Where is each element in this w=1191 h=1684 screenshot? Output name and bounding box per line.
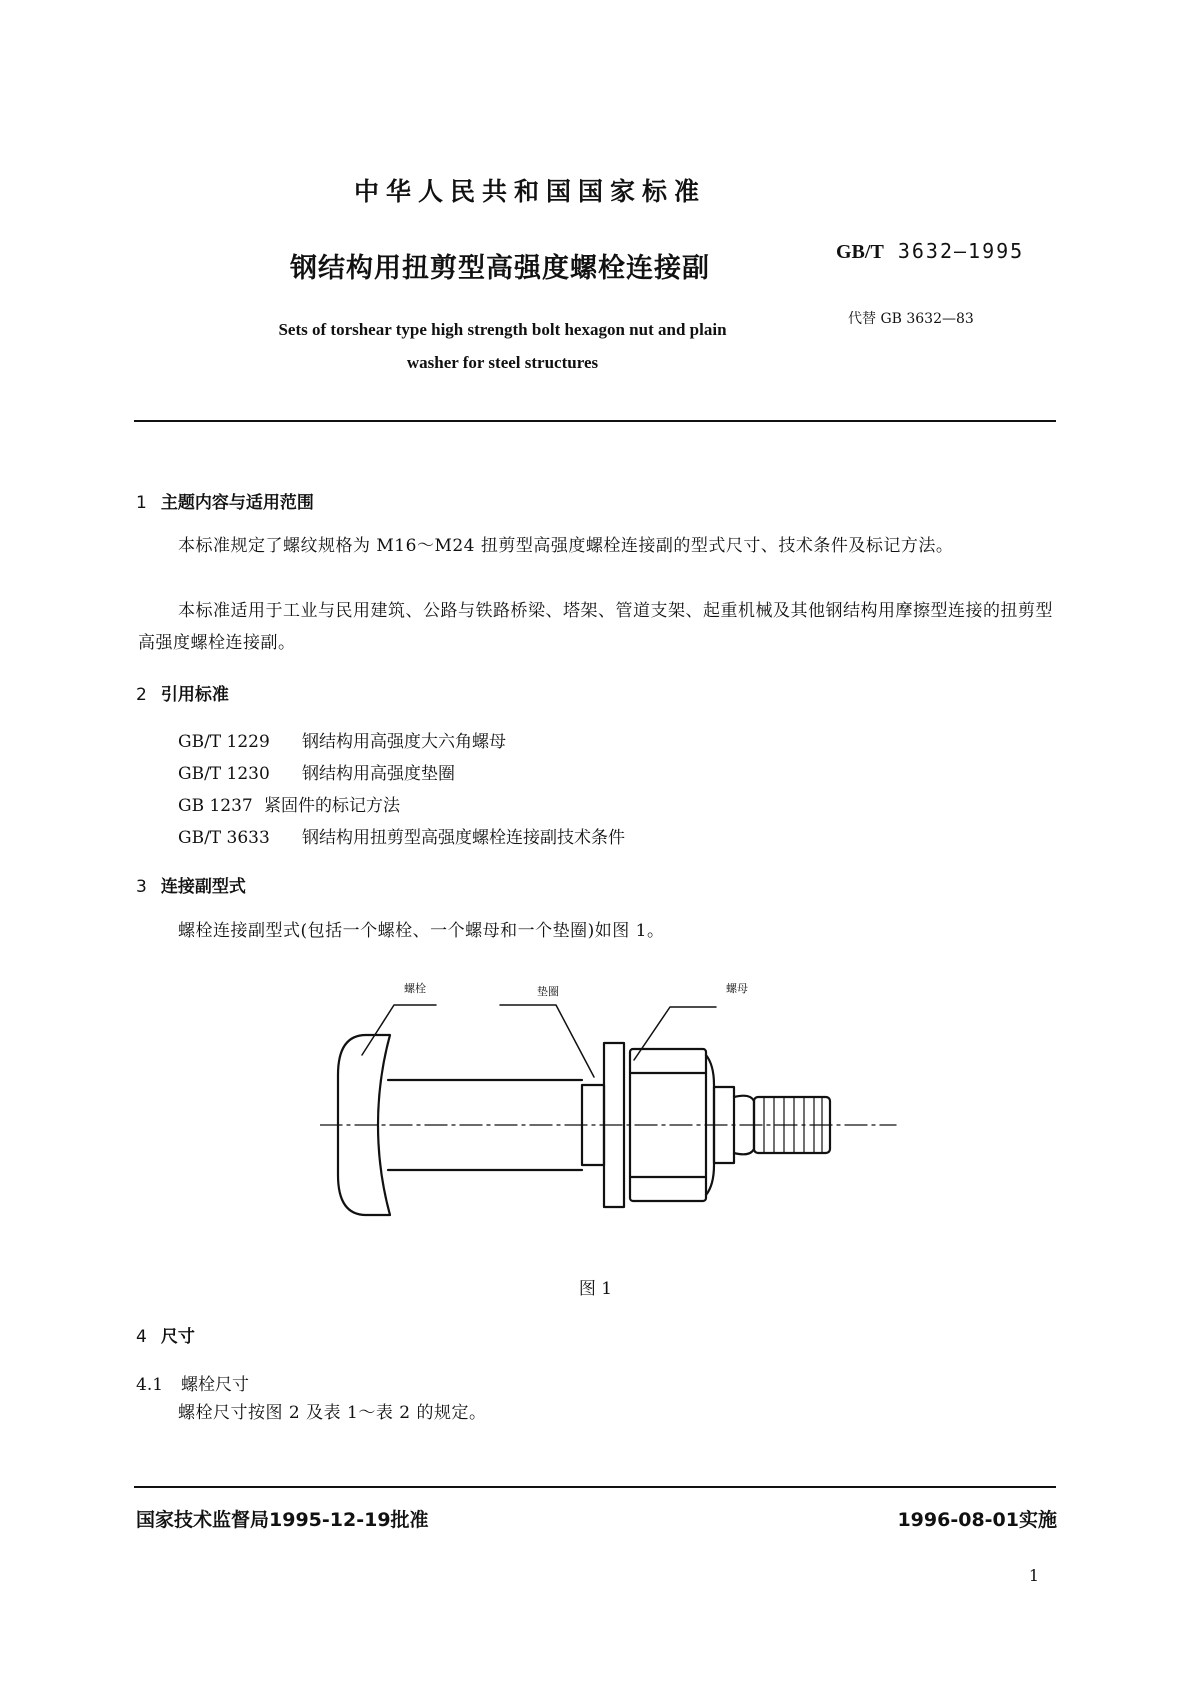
label-washer: 垫圈 [537,985,559,998]
footer-rule [134,1486,1056,1488]
bolt-assembly-figure [320,975,900,1265]
bolt-leader-line [362,1005,436,1055]
reference-item: GB/T 1229 钢结构用高强度大六角螺母 [178,732,506,752]
title-english-line1: Sets of torshear type high strength bolt hexagon nut and plain [278,320,727,339]
page-number: 1 [1028,1566,1039,1585]
approval-note: 国家技术监督局1995-12-19批准 [136,1509,429,1531]
header-rule [134,420,1056,422]
section-2-heading: 2 引用标准 [136,685,229,705]
section-1-heading: 1 主题内容与适用范围 [136,493,314,513]
section-4-heading: 4 尺寸 [136,1327,195,1347]
title-english-line2: washer for steel structures [406,353,599,372]
reference-item: GB/T 1230 钢结构用高强度垫圈 [178,764,455,784]
reference-item: GB/T 3633 钢结构用扭剪型高强度螺栓连接副技术条件 [178,828,625,848]
standard-number: 3632—1995 [897,239,1025,263]
standard-code [836,239,1024,264]
title-english [0,313,1005,379]
label-bolt: 螺栓 [404,982,426,995]
washer-leader-line [500,1005,594,1077]
subsection-4-1-paragraph: 螺栓尺寸按图 2 及表 1～表 2 的规定。 [178,1403,487,1423]
figure-caption: 图 1 [578,1279,613,1299]
implementation-note: 1996-08-01实施 [897,1509,1057,1531]
section-1-paragraph-2: 本标准适用于工业与民用建筑、公路与铁路桥梁、塔架、管道支架、起重机械及其他钢结构用摩擦型连接的扭剪型高强度螺栓连接副。 [138,601,1053,653]
subsection-4-1-heading: 4.1 螺栓尺寸 [136,1375,250,1395]
section-1-paragraph-1: 本标准规定了螺纹规格为 M16～M24 扭剪型高强度螺栓连接副的型式尺寸、技术条件及标记方法。 [178,536,954,556]
section-3-heading: 3 连接副型式 [136,877,246,897]
title-chinese: 钢结构用扭剪型高强度螺栓连接副 [290,253,710,284]
nut-leader-line [634,1007,716,1060]
label-nut: 螺母 [726,982,748,995]
standard-prefix: GB/T [836,241,884,263]
section-3-paragraph: 螺栓连接副型式(包括一个螺栓、一个螺母和一个垫圈)如图 1。 [178,921,665,941]
replaces-note: 代替 GB 3632—83 [848,311,974,327]
reference-item: GB 1237 紧固件的标记方法 [178,796,400,816]
national-standard-heading: 中华人民共和国国家标准 [353,177,706,206]
